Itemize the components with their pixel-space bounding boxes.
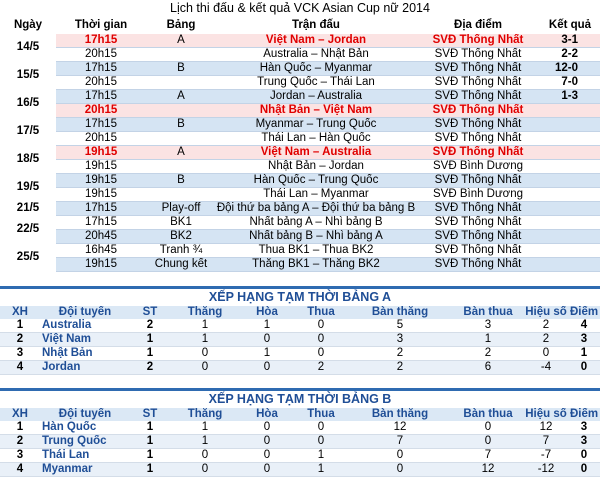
match-teams: Nhất bảng B – Nhì bảng A [216,230,416,244]
schedule-row [0,216,600,230]
standings-draws: 0 [240,435,294,449]
match-result [540,104,600,118]
schedule-row [0,118,600,132]
standings-losses: 0 [294,333,348,347]
match-result [540,146,600,160]
standings-rank: 4 [0,361,40,375]
match-time: 19h15 [56,174,146,188]
schedule-row [0,104,600,118]
standings-wins: 1 [170,319,240,333]
standings-goal-diff: -7 [524,449,568,463]
match-result [540,132,600,146]
match-venue: SVĐ Thống Nhất [416,146,540,160]
match-result: 7-0 [540,76,600,90]
standings-losses: 0 [294,347,348,361]
match-venue: SVĐ Thống Nhất [416,118,540,132]
match-group: Chung kết [146,258,216,272]
match-venue: SVĐ Thống Nhất [416,76,540,90]
match-teams: Thái Lan – Hàn Quốc [216,132,416,146]
match-venue: SVĐ Thống Nhất [416,62,540,76]
header-goals-against: Bàn thua [452,408,524,421]
schedule-row [0,62,600,76]
standings-goal-diff: 7 [524,435,568,449]
match-time: 20h15 [56,132,146,146]
standings-wins: 0 [170,361,240,375]
match-group: BK1 [146,216,216,230]
match-group: B [146,174,216,188]
match-result [540,258,600,272]
header-losses: Thua [294,306,348,319]
standings-losses: 1 [294,449,348,463]
standings-played: 1 [130,347,170,361]
match-teams: Thắng BK1 – Thắng BK2 [216,258,416,272]
match-result: 2-2 [540,48,600,62]
standings-team: Hàn Quốc [40,421,130,435]
match-time: 16h45 [56,244,146,258]
schedule-header-row [0,17,600,34]
match-result [540,230,600,244]
match-time: 17h15 [56,118,146,132]
standings-wins: 0 [170,463,240,477]
match-venue: SVĐ Bình Dương [416,188,540,202]
standings-points: 0 [568,463,600,477]
match-date: 17/5 [0,118,56,146]
match-group [146,48,216,62]
standings-team: Việt Nam [40,333,130,347]
match-teams: Hàn Quốc – Trung Quốc [216,174,416,188]
match-group [146,104,216,118]
standings-team: Myanmar [40,463,130,477]
standings-goal-diff: -4 [524,361,568,375]
standings-draws: 0 [240,333,294,347]
standings-goals-against: 2 [452,347,524,361]
header-goal-diff: Hiệu số [525,408,567,420]
standings-wins: 1 [170,421,240,435]
standings-played: 1 [130,463,170,477]
standings-played: 1 [130,449,170,463]
standings-points: 4 [568,319,600,333]
standings-goals-against: 3 [452,319,524,333]
standings-table-a [0,306,600,375]
match-time: 20h15 [56,76,146,90]
match-time: 19h15 [56,146,146,160]
match-date: 25/5 [0,244,56,272]
standings-losses: 0 [294,435,348,449]
standings-rank: 1 [0,421,40,435]
match-group [146,160,216,174]
header-venue: Địa điểm [454,19,502,31]
match-date: 18/5 [0,146,56,174]
header-goals-for: Bàn thắng [348,408,452,421]
header-team: Đội tuyển [40,408,130,421]
standings-wins: 0 [170,347,240,361]
schedule-title: Lịch thi đấu & kết quả VCK Asian Cup nữ 2014 [170,1,430,15]
standings-row [0,435,600,449]
standings-losses: 0 [294,421,348,435]
standings-goals-for: 0 [348,463,452,477]
standings-rank: 1 [0,319,40,333]
standings-draws: 1 [240,319,294,333]
match-group: BK2 [146,230,216,244]
match-venue: SVĐ Thống Nhất [416,202,540,216]
standings-row [0,421,600,435]
header-wins: Thắng [170,306,240,319]
standings-goals-for: 0 [348,449,452,463]
standings-losses: 1 [294,463,348,477]
match-result [540,174,600,188]
standings-goals-against: 7 [452,449,524,463]
standings-goal-diff: 2 [524,333,568,347]
header-points: Điểm [569,408,599,420]
standings-goal-diff: -12 [524,463,568,477]
standings-played: 1 [130,333,170,347]
header-goals-against: Bàn thua [452,306,524,319]
header-draws: Hòa [240,408,294,421]
standings-goals-against: 0 [452,435,524,449]
header-points: Điểm [569,306,599,318]
standings-wins: 1 [170,333,240,347]
header-result: Kết quả [548,19,592,31]
match-teams: Việt Nam – Jordan [216,34,416,48]
standings-played: 2 [130,319,170,333]
match-venue: SVĐ Thống Nhất [416,34,540,48]
standings-title: XẾP HẠNG TẠM THỜI BẢNG B [208,392,392,406]
standings-group-a [0,286,600,375]
standings-team: Jordan [40,361,130,375]
schedule-row [0,244,600,258]
header-time: Thời gian [74,19,128,31]
match-group: A [146,90,216,104]
match-group: B [146,62,216,76]
match-group: Tranh ¾ [146,244,216,258]
standings-row [0,449,600,463]
schedule-row [0,146,600,160]
standings-group-b [0,388,600,477]
schedule-row [0,258,600,272]
match-time: 20h45 [56,230,146,244]
standings-goals-for: 12 [348,421,452,435]
standings-team: Australia [40,319,130,333]
match-venue: SVĐ Thống Nhất [416,230,540,244]
schedule-row [0,34,600,48]
standings-draws: 0 [240,421,294,435]
match-result [540,202,600,216]
match-group [146,188,216,202]
match-group: Play-off [146,202,216,216]
standings-goals-against: 12 [452,463,524,477]
header-draws: Hòa [240,306,294,319]
match-teams: Jordan – Australia [216,90,416,104]
standings-row [0,463,600,477]
match-teams: Việt Nam – Australia [216,146,416,160]
match-date: 19/5 [0,174,56,202]
standings-played: 1 [130,421,170,435]
standings-goals-for: 2 [348,347,452,361]
standings-header-row [0,408,600,421]
standings-losses: 2 [294,361,348,375]
standings-points: 0 [568,361,600,375]
schedule-row [0,132,600,146]
schedule-row [0,174,600,188]
standings-goal-diff: 2 [524,319,568,333]
standings-points: 3 [568,333,600,347]
standings-goals-against: 0 [452,421,524,435]
schedule-row [0,188,600,202]
match-result [540,244,600,258]
standings-table-b [0,408,600,477]
match-teams: Đội thứ ba bảng A – Đội thứ ba bảng B [216,202,416,214]
standings-row [0,333,600,347]
match-date: 14/5 [0,34,56,62]
match-time: 17h15 [56,34,146,48]
header-goals-for: Bàn thắng [348,306,452,319]
match-time: 17h15 [56,202,146,216]
standings-team: Trung Quốc [40,435,130,449]
match-venue: SVĐ Thống Nhất [416,174,540,188]
match-time: 17h15 [56,62,146,76]
match-teams: Australia – Nhật Bản [216,48,416,62]
schedule-table [0,17,600,272]
header-rank: XH [0,408,40,421]
match-venue: SVĐ Thống Nhất [416,90,540,104]
standings-goals-against: 1 [452,333,524,347]
match-time: 19h15 [56,188,146,202]
header-team: Đội tuyển [40,306,130,319]
match-teams: Trung Quốc – Thái Lan [216,76,416,90]
match-result [540,160,600,174]
match-time: 20h15 [56,48,146,62]
match-venue: SVĐ Thống Nhất [416,258,540,272]
standings-row [0,319,600,333]
schedule-row [0,230,600,244]
match-result: 1-3 [540,90,600,104]
standings-goals-for: 3 [348,333,452,347]
header-wins: Thắng [170,408,240,421]
match-group: A [146,34,216,48]
match-teams: Thái Lan – Myanmar [216,188,416,202]
match-teams: Nhật Bản – Jordan [216,160,416,174]
match-result: 12-0 [540,62,600,76]
match-teams: Nhật Bản – Việt Nam [216,104,416,118]
standings-title: XẾP HẠNG TẠM THỜI BẢNG A [208,290,392,304]
match-teams: Thua BK1 – Thua BK2 [216,244,416,258]
standings-rank: 4 [0,463,40,477]
match-time: 17h15 [56,90,146,104]
standings-goals-for: 5 [348,319,452,333]
standings-draws: 0 [240,361,294,375]
match-time: 20h15 [56,104,146,118]
match-venue: SVĐ Thống Nhất [416,216,540,230]
match-venue: SVĐ Thống Nhất [416,104,540,118]
header-match: Trận đấu [292,19,340,31]
standings-points: 1 [568,347,600,361]
match-result [540,118,600,132]
standings-points: 0 [568,449,600,463]
schedule-row [0,202,600,216]
standings-goal-diff: 0 [524,347,568,361]
match-date: 16/5 [0,90,56,118]
standings-points: 3 [568,421,600,435]
schedule-row [0,76,600,90]
standings-rank: 3 [0,347,40,361]
match-venue: SVĐ Thống Nhất [416,244,540,258]
match-group [146,76,216,90]
standings-goals-for: 7 [348,435,452,449]
match-date: 22/5 [0,216,56,244]
standings-rank: 2 [0,333,40,347]
standings-wins: 0 [170,449,240,463]
standings-losses: 0 [294,319,348,333]
header-date: Ngày [13,19,43,31]
standings-goals-for: 2 [348,361,452,375]
match-group [146,132,216,146]
header-losses: Thua [294,408,348,421]
match-result: 3-1 [540,34,600,48]
header-group: Bảng [166,19,196,31]
match-teams: Nhất bảng A – Nhì bảng B [216,216,416,230]
match-venue: SVĐ Thống Nhất [416,132,540,146]
match-group: A [146,146,216,160]
standings-team: Nhật Bản [40,347,130,361]
standings-draws: 0 [240,449,294,463]
standings-row [0,347,600,361]
match-venue: SVĐ Thống Nhất [416,48,540,62]
match-result [540,188,600,202]
match-teams: Hàn Quốc – Myanmar [216,62,416,76]
standings-row [0,361,600,375]
schedule-row [0,48,600,62]
schedule-row [0,160,600,174]
standings-points: 3 [568,435,600,449]
match-time: 19h15 [56,160,146,174]
match-venue: SVĐ Bình Dương [416,160,540,174]
match-result [540,216,600,230]
match-time: 19h15 [56,258,146,272]
standings-rank: 2 [0,435,40,449]
match-group: B [146,118,216,132]
standings-goals-against: 6 [452,361,524,375]
match-date: 15/5 [0,62,56,90]
match-date: 21/5 [0,202,56,216]
standings-wins: 1 [170,435,240,449]
standings-team: Thái Lan [40,449,130,463]
standings-draws: 0 [240,463,294,477]
standings-header-row [0,306,600,319]
schedule-row [0,90,600,104]
standings-draws: 1 [240,347,294,361]
standings-played: 2 [130,361,170,375]
standings-played: 1 [130,435,170,449]
match-time: 17h15 [56,216,146,230]
header-rank: XH [0,306,40,319]
standings-rank: 3 [0,449,40,463]
header-played: ST [130,306,170,319]
header-played: ST [130,408,170,421]
match-teams: Myanmar – Trung Quốc [216,118,416,132]
standings-goal-diff: 12 [524,421,568,435]
header-goal-diff: Hiệu số [525,306,567,318]
